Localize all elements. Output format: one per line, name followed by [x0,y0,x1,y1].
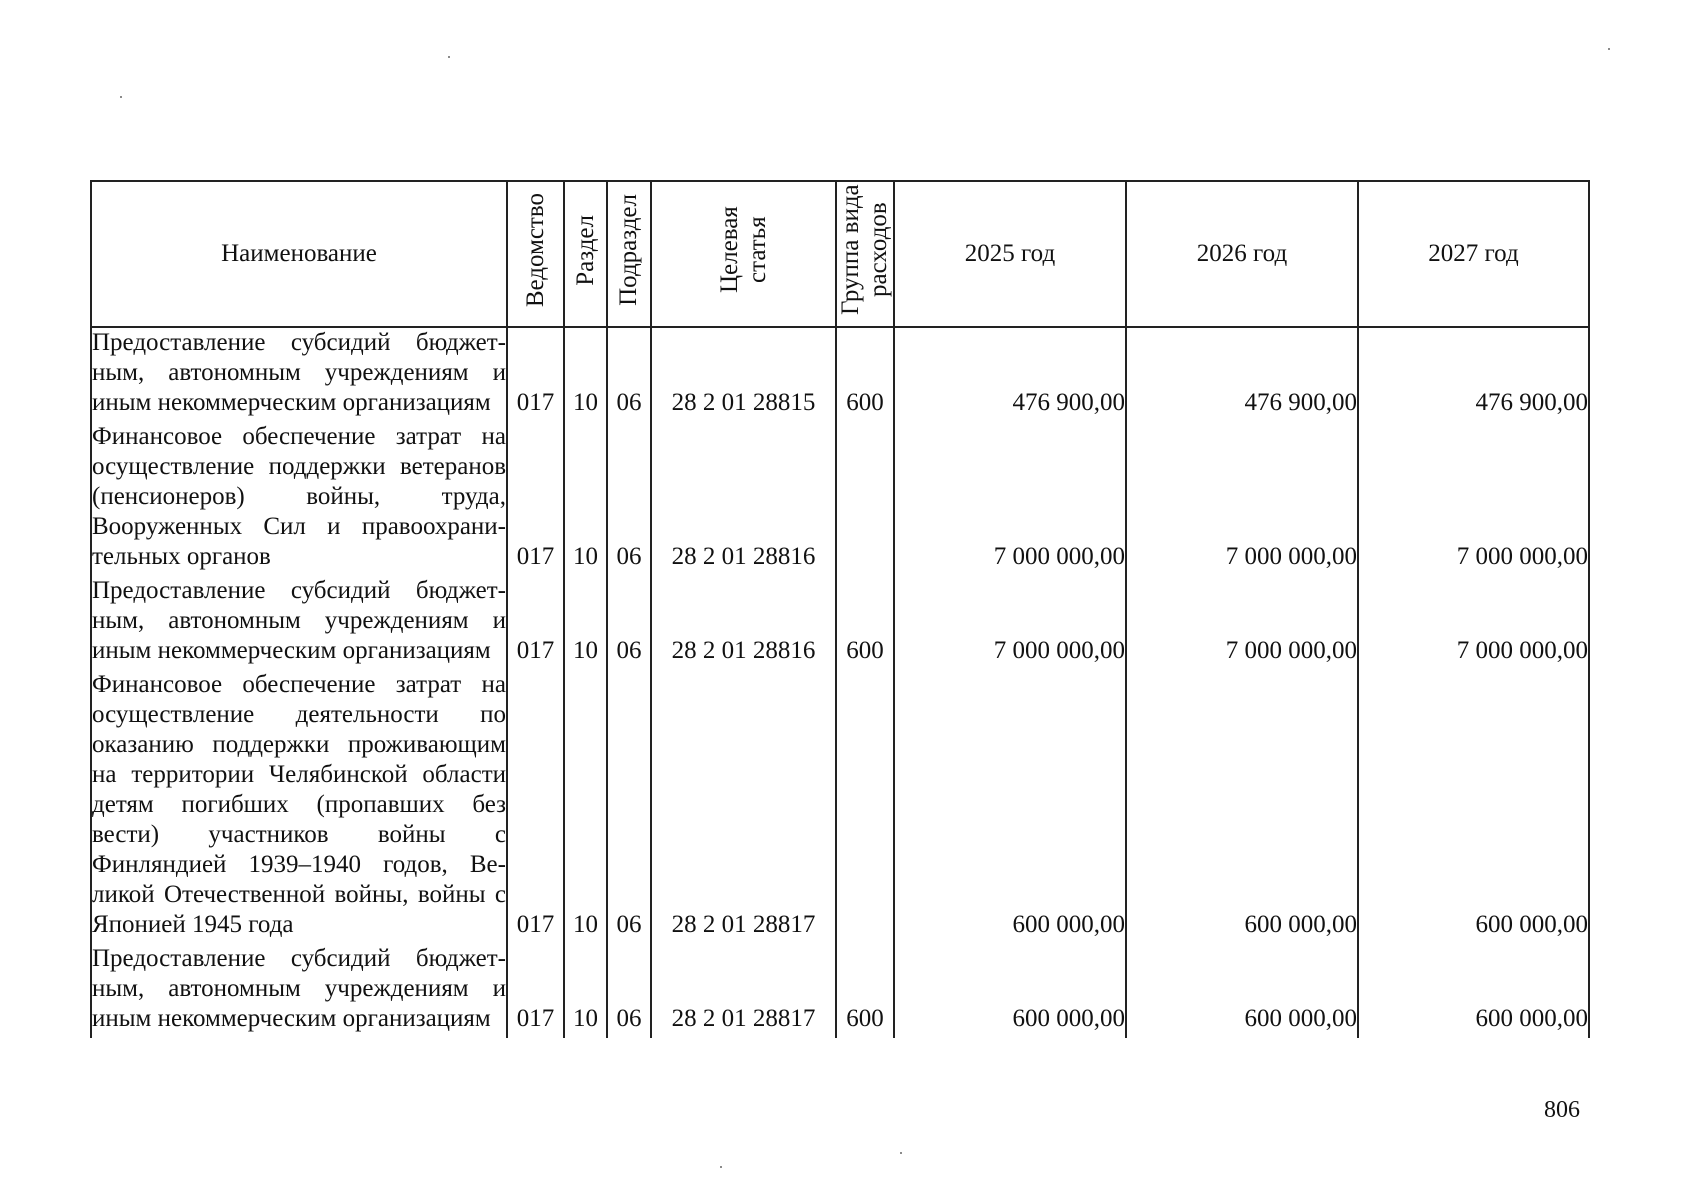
row-podrazdel: 06 [607,944,651,1038]
header-podrazdel: Подраздел [607,181,651,327]
table-row [91,576,1589,670]
row-gruppa [836,422,894,576]
row-name: Финансовое обеспечение затрат на осуществление поддержки ветеранов (пенсионеров) войны, труда, Вооруженных Сил и правоохранительных органов [91,422,507,576]
row-vedomstvo: 017 [507,944,564,1038]
row-amount-2027: 600 000,00 [1358,670,1589,944]
row-amount-2026: 600 000,00 [1126,944,1358,1038]
row-amount-2025: 7 000 000,00 [894,422,1126,576]
header-year-2025: 2025 год [894,181,1126,327]
row-podrazdel: 06 [607,670,651,944]
budget-table [90,180,1590,1038]
row-razdel: 10 [564,944,607,1038]
table-row [91,327,1589,422]
row-vedomstvo: 017 [507,327,564,422]
row-gruppa: 600 [836,327,894,422]
row-amount-2027: 600 000,00 [1358,944,1589,1038]
row-podrazdel: 06 [607,327,651,422]
header-celevaya-statya: Целевая статья [651,181,836,327]
row-name: Предоставление субсидий бюджетным, автономным учреждениям и иным некоммерческим организациям [91,576,507,670]
row-name: Предоставление субсидий бюджетным, автономным учреждениям и иным некоммерческим организациям [91,944,507,1038]
row-razdel: 10 [564,422,607,576]
row-amount-2026: 476 900,00 [1126,327,1358,422]
row-podrazdel: 06 [607,576,651,670]
header-name: Наименование [91,181,507,327]
row-gruppa: 600 [836,944,894,1038]
row-vedomstvo: 017 [507,576,564,670]
row-vedomstvo: 017 [507,670,564,944]
row-gruppa [836,670,894,944]
row-amount-2027: 476 900,00 [1358,327,1589,422]
scan-speck [448,56,450,58]
row-razdel: 10 [564,670,607,944]
table-header-row [91,181,1589,327]
header-year-2027: 2027 год [1358,181,1589,327]
header-gruppa-vida-rashodov: Группа вида расходов [836,181,894,327]
table-row [91,944,1589,1038]
row-celevaya-statya: 28 2 01 28817 [651,944,836,1038]
table-row [91,670,1589,944]
row-celevaya-statya: 28 2 01 28815 [651,327,836,422]
row-amount-2026: 7 000 000,00 [1126,576,1358,670]
row-name: Предоставление субсидий бюджетным, автономным учреждениям и иным некоммерческим организациям [91,327,507,422]
row-podrazdel: 06 [607,422,651,576]
row-razdel: 10 [564,327,607,422]
scan-speck [1608,48,1610,50]
row-celevaya-statya: 28 2 01 28817 [651,670,836,944]
header-vedomstvo: Ведомство [507,181,564,327]
row-amount-2026: 600 000,00 [1126,670,1358,944]
scan-speck [120,96,122,98]
header-year-2026: 2026 год [1126,181,1358,327]
row-amount-2027: 7 000 000,00 [1358,422,1589,576]
header-razdel: Раздел [564,181,607,327]
row-amount-2025: 600 000,00 [894,944,1126,1038]
table-row [91,422,1589,576]
row-name: Финансовое обеспечение затрат на осуществление деятельности по оказанию поддержки проживающим на территории Челябинской области детям погибших (пропавших без вести) участников войны с Финляндией 1939–1940 годов, Великой Отечественной войны, войны с Японией 1945 года [91,670,507,944]
row-gruppa: 600 [836,576,894,670]
row-amount-2026: 7 000 000,00 [1126,422,1358,576]
page-number: 806 [1544,1097,1580,1123]
row-amount-2025: 476 900,00 [894,327,1126,422]
row-razdel: 10 [564,576,607,670]
scan-speck [900,1152,902,1154]
row-vedomstvo: 017 [507,422,564,576]
row-celevaya-statya: 28 2 01 28816 [651,576,836,670]
scan-speck [720,1166,722,1168]
row-celevaya-statya: 28 2 01 28816 [651,422,836,576]
row-amount-2027: 7 000 000,00 [1358,576,1589,670]
row-amount-2025: 7 000 000,00 [894,576,1126,670]
row-amount-2025: 600 000,00 [894,670,1126,944]
